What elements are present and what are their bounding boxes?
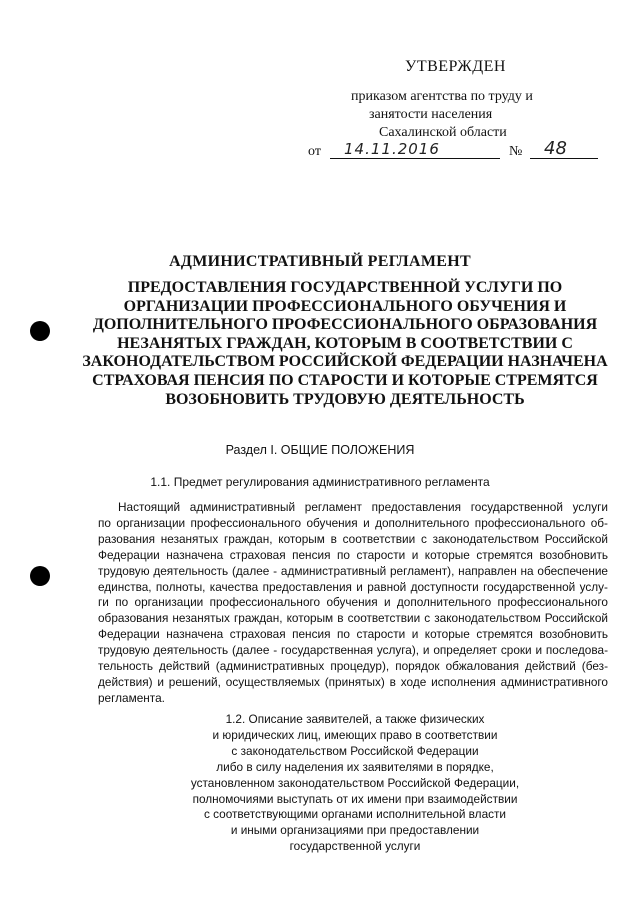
approval-line-order: приказом агентства по труду и (351, 89, 533, 104)
handwritten-date: 14.11.2016 (344, 140, 440, 158)
paragraph-line: действия) и решений, осуществляемых (принятых) в ходе исполнения административного (98, 674, 608, 689)
paragraph-line: трудовую деятельность (далее - административный регламент), направлен на обеспечение (98, 563, 608, 578)
number-label: № (509, 144, 523, 159)
paragraph-line: по организации профессионального обучения и дополнительного профессионального об- (98, 515, 608, 530)
paragraph-line: Федерации назначена страховая пенсия по старости и которые стремятся возобновить (98, 547, 608, 562)
paragraph-line: разования незанятых граждан, которым в соответствии с законодательством Российской (98, 531, 608, 546)
paragraph-line: трудовую деятельность (далее - государственная услуга), и определяет сроки и последова- (98, 643, 608, 658)
approval-line-region: Сахалинской области (379, 125, 507, 140)
punch-hole-top (30, 321, 50, 341)
subtitle-line: СТРАХОВАЯ ПЕНСИЯ ПО СТАРОСТИ И КОТОРЫЕ СТРЕМЯТСЯ (92, 371, 598, 389)
subsection-1-2-line: либо в силу наделения их заявителями в порядке, (216, 759, 494, 774)
subsection-1-2-line: с соответствующими органами исполнительной власти (203, 807, 507, 822)
paragraph-line: Настоящий административный регламент предоставления государственной услуги (118, 500, 608, 514)
subsection-1-2-line: полномочиями выступать от их имени при взаимодействии (192, 791, 518, 806)
subtitle-line: ЗАКОНОДАТЕЛЬСТВОМ РОССИЙСКОЙ ФЕДЕРАЦИИ НАЗНАЧЕНА (82, 353, 608, 371)
subtitle-line: ВОЗОБНОВИТЬ ТРУДОВУЮ ДЕЯТЕЛЬНОСТЬ (165, 390, 525, 408)
subtitle-line: НЕЗАНЯТЫХ ГРАЖДАН, КОТОРЫМ В СООТВЕТСТВИИ С (117, 334, 573, 352)
subsection-heading-1-2 (140, 712, 570, 855)
subsection-1-2-line: с законодательством Российской Федерации (231, 743, 479, 758)
date-label: от (308, 144, 321, 159)
paragraph-line: тельность действий (административных процедур), порядок обжалования действий (без- (98, 659, 608, 674)
paragraph-line: единства, полноты, качества предоставления и равной доступности государственной услу- (98, 579, 608, 594)
approved-heading: УТВЕРЖДЕН (405, 58, 506, 75)
paragraph-line: ги по организации профессионального обучения и дополнительного профессионального (98, 595, 608, 610)
paragraph-line: Федерации назначена страховая пенсия по старости и которые стремятся возобновить (98, 627, 608, 642)
subtitle-line: ДОПОЛНИТЕЛЬНОГО ПРОФЕССИОНАЛЬНОГО ОБРАЗОВАНИЯ (92, 316, 598, 334)
subsection-heading-1-1: 1.1. Предмет регулирования административного регламента (150, 475, 490, 489)
section-heading: Раздел I. ОБЩИЕ ПОЛОЖЕНИЯ (225, 443, 415, 457)
punch-hole-bottom (30, 566, 50, 586)
subsection-1-2-line: государственной услуги (289, 839, 421, 854)
subtitle-line: ОРГАНИЗАЦИИ ПРОФЕССИОНАЛЬНОГО ОБУЧЕНИЯ И (123, 297, 567, 315)
document-subtitle (80, 279, 610, 409)
subsection-1-2-line: 1.2. Описание заявителей, а также физических (225, 712, 485, 726)
approval-date-number-row (308, 140, 608, 162)
subtitle-line: ПРЕДОСТАВЛЕНИЯ ГОСУДАРСТВЕННОЙ УСЛУГИ ПО (127, 279, 563, 296)
body-paragraph (98, 500, 608, 707)
date-underline (330, 158, 500, 159)
subsection-1-2-line: и иными организациями при предоставлении (230, 823, 480, 838)
approval-line-agency: занятости населения (369, 107, 493, 122)
paragraph-line: регламента. (98, 690, 165, 705)
handwritten-number: 48 (544, 138, 567, 159)
subsection-1-2-line: и юридических лиц, имеющих право в соответствии (212, 727, 498, 742)
paragraph-line: образования незанятых граждан, которым в соответствии с законодательством Российской (98, 611, 608, 626)
document-title: АДМИНИСТРАТИВНЫЙ РЕГЛАМЕНТ (169, 253, 471, 270)
subsection-1-2-line: установленном законодательством Российской Федерации, (190, 775, 520, 790)
